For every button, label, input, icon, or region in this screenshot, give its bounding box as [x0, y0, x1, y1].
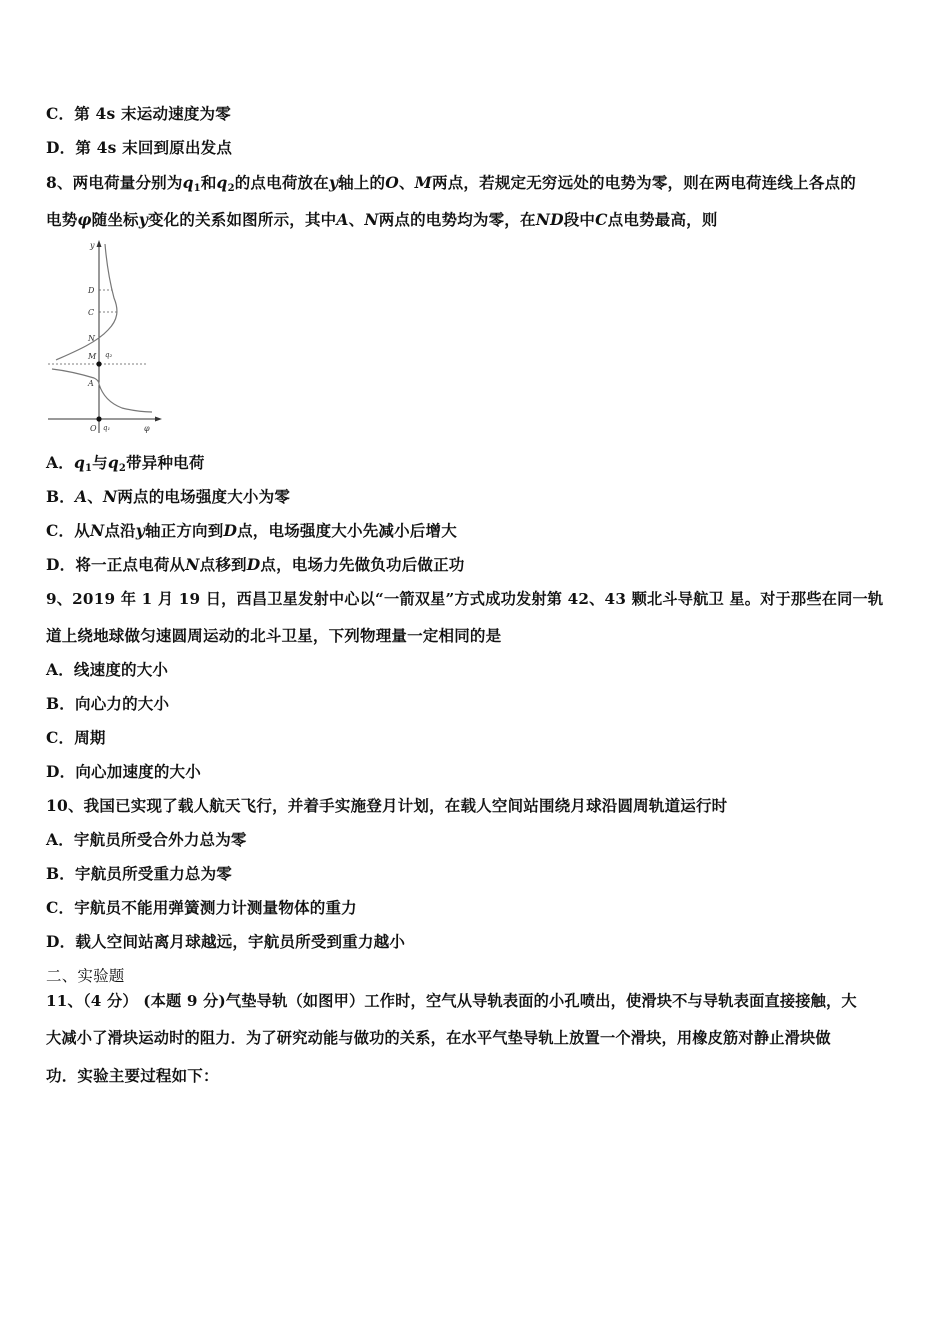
- label-o: O: [90, 424, 97, 433]
- potential-curve-lower: [99, 384, 152, 412]
- q9-stem-line1: 9、2019 年 1 月 19 日，西昌卫星发射中心以“一箭双星”方式成功发射第 42、43 颗北斗导航卫 星。对于那些在同一轨: [46, 590, 884, 608]
- q10-option-b: B．宇航员所受重力总为零: [46, 864, 233, 883]
- label-q1: q₁: [103, 424, 111, 432]
- q9-option-b: B．向心力的大小: [46, 694, 170, 713]
- q11-stem-line3: 功．实验主要过程如下：: [46, 1066, 219, 1085]
- section-title-experiment: 二、实验题: [46, 967, 125, 985]
- label-a: A: [88, 379, 94, 388]
- potential-curve-upper: [56, 244, 117, 360]
- q8-option-a: A．$q_1$与$q_2$带异种电荷: [46, 453, 205, 474]
- label-d: D: [88, 286, 95, 295]
- label-n: N: [88, 334, 95, 343]
- q8-stem-line1: 8、两电荷量分别为$q_1$和$q_2$的点电荷放在y轴上的O、M两点，若规定无穷远处的电势为零，则在两电荷连线上各点的: [46, 173, 856, 194]
- q10-option-a: A．宇航员所受合外力总为零: [46, 830, 247, 849]
- q8-potential-figure: [44, 238, 164, 438]
- q10-stem: 10、我国已实现了载人航天飞行，并着手实施登月计划，在载人空间站围绕月球沿圆周轨道运行时: [46, 796, 728, 815]
- q7-option-c: C．第 4s 末运动速度为零: [46, 104, 231, 123]
- q11-stem-line2: 大减小了滑块运动时的阻力．为了研究动能与做功的关系，在水平气垫导轨上放置一个滑块，用橡皮筋对静止滑块做: [46, 1029, 831, 1047]
- q10-option-d: D．载人空间站离月球越远，宇航员所受到重力越小: [46, 932, 406, 951]
- label-phi: φ: [144, 424, 150, 433]
- label-c: C: [88, 308, 95, 317]
- label-q2: q₂: [105, 351, 113, 359]
- q8-stem-line2: 电势φ随坐标y变化的关系如图所示，其中A、N两点的电势均为零，在ND段中C点电势最高，则: [46, 210, 718, 229]
- label-y: y: [90, 241, 95, 250]
- q9-option-c: C．周期: [46, 728, 106, 747]
- charge-q1-dot: [96, 416, 101, 421]
- charge-q2-dot: [96, 361, 101, 366]
- q8-option-d: D．将一正点电荷从N点移到D点，电场力先做负功后做正功: [46, 555, 465, 574]
- q7-option-d: D．第 4s 末回到原出发点: [46, 138, 233, 157]
- q9-option-a: A．线速度的大小: [46, 660, 169, 679]
- q8-option-b: B．A、N两点的电场强度大小为零: [46, 487, 291, 506]
- label-m: M: [88, 352, 97, 361]
- q11-stem-line1: 11、（4 分） (本题 9 分)气垫导轨（如图甲）工作时，空气从导轨表面的小孔喷出，使滑块不与导轨表面直接接触，大: [46, 992, 857, 1010]
- q9-stem-line2: 道上绕地球做匀速圆周运动的北斗卫星，下列物理量一定相同的是: [46, 626, 502, 645]
- q10-option-c: C．宇航员不能用弹簧测力计测量物体的重力: [46, 898, 357, 917]
- y-axis-arrow: [97, 240, 102, 247]
- phi-axis-arrow: [155, 417, 162, 422]
- q9-option-d: D．向心加速度的大小: [46, 762, 201, 781]
- q8-option-c: C．从N点沿y轴正方向到D点，电场强度大小先减小后增大: [46, 521, 457, 540]
